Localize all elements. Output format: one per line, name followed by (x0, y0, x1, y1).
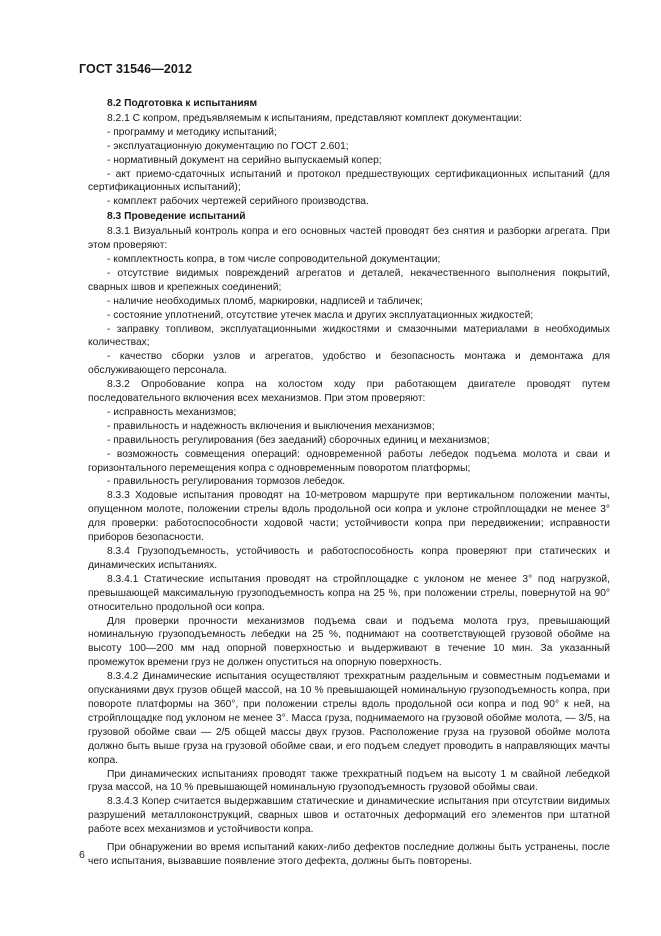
paragraph: - акт приемо-сдаточных испытаний и протокол предшествующих сертификационных испытаний (для сертификационных испытаний); (88, 168, 610, 194)
paragraph: 8.3.3 Ходовые испытания проводят на 10-метровом маршруте при вертикальном положении мачты, опущенном молоте, положении стрелы вдоль продольной оси копра и уклоне стройплощадки не менее 3° для проверки: работоспособности ходовой части; устойчивости копра при передвижении; исправности приборов безопасности. (88, 490, 610, 544)
paragraph: 8.3.1 Визуальный контроль копра и его основных частей проводят без снятия и разборки агрегата. При этом проверяют: (88, 226, 610, 252)
paragraph: - заправку топливом, эксплуатационными жидкостями и смазочными материалами в необходимых количествах; (88, 323, 610, 349)
paragraph: - правильность регулирования (без заеданий) сборочных единиц и механизмов; (107, 434, 490, 446)
section-heading: 8.2 Подготовка к испытаниям (107, 98, 258, 109)
paragraph: - возможность совмещения операций: одновременной работы лебедок подъема молота и сваи и горизонтального перемещения копра с одновременным поворотом платформы; (88, 448, 610, 474)
paragraph: - исправность механизмов; (107, 406, 237, 418)
paragraph: - состояние уплотнений, отсутствие утечек масла и других эксплуатационных жидкостей; (107, 309, 534, 321)
paragraph: 8.3.4.1 Статические испытания проводят на стройплощадке с уклоном не менее 3° под нагрузкой, превышающей максимальную грузоподъемность копра на 25 %, при положении стрелы, повернутой на 90° относительно продольной оси копра. (88, 573, 610, 613)
paragraph: - программу и методику испытаний; (107, 126, 277, 138)
paragraph: 8.3.4.2 Динамические испытания осуществляют трехкратным раздельным и совместным подъемами и опусканиями двух грузов общей массой, на 10 % превышающей номинальную грузоподъемность копра, при повороте платформы на 360°, при положении стрелы вдоль продольной оси копра и под 90° к ней, на стройплощадке под уклоном не менее 3°. Масса груза, поднимаемого на грузовой обойме молота, — 3/5, на грузовой обойме сваи — 2/5 общей массы двух грузов. Расположение груза на грузовой обойме молота должно быть выше груза на грузовой обойме сваи, и его подъем следует проводить в направляющих мачты копра. (88, 671, 610, 766)
document-body (88, 96, 610, 869)
paragraph: - комплект рабочих чертежей серийного производства. (107, 196, 369, 208)
paragraph: При динамических испытаниях проводят также трехкратный подъем на высоту 1 м свайной лебедкой груза массой, на 10 % превышающей номинальную грузоподъемность грузовой обоймы сваи. (88, 768, 610, 794)
paragraph: - правильность регулирования тормозов лебедок. (107, 476, 346, 488)
paragraph: - комплектность копра, в том числе сопроводительной документации; (107, 253, 441, 265)
paragraph: При обнаружении во время испытаний каких-либо дефектов последние должны быть устранены, после чего испытания, вызвавшие появление этого дефекта, должны быть повторены. (88, 842, 610, 867)
paragraph: - эксплуатационную документацию по ГОСТ 2.601; (107, 140, 349, 152)
paragraph: - наличие необходимых пломб, маркировки, надписей и табличек; (107, 295, 423, 307)
paragraph: 8.3.2 Опробование копра на холостом ходу при работающем двигателе проводят путем последовательного включения всех механизмов. При этом проверяют: (88, 379, 610, 405)
paragraph: - отсутствие видимых повреждений агрегатов и деталей, некачественного выполнения покрытий, сварных швов и крепежных соединений; (88, 267, 610, 293)
paragraph: - нормативный документ на серийно выпускаемый копер; (107, 154, 382, 166)
paragraph: 8.2.1 С копром, предъявляемым к испытаниям, представляют комплект документации: (107, 112, 522, 124)
paragraph: - качество сборки узлов и агрегатов, удобство и безопасность монтажа и демонтажа для обслуживающего персонала. (88, 351, 610, 377)
paragraph: Для проверки прочности механизмов подъема сваи и подъема молота груз, превышающий номинальную грузоподъемность лебедки на 25 %, поднимают на соответствующей грузовой обойме на высоту 100—200 мм над опорной поверхностью и выдерживают в течение 10 мин. За указанный промежуток времени груз не должен опуститься на опорную поверхность. (88, 615, 610, 669)
document-header: ГОСТ 31546—2012 (79, 62, 193, 76)
paragraph: 8.3.4.3 Копер считается выдержавшим статические и динамические испытания при отсутствии видимых разрушений металлоконструкций, сварных швов и остаточных деформаций его элементов при штатной работе всех механизмов и устойчивости копра. (88, 796, 610, 836)
section-heading: 8.3 Проведение испытаний (107, 211, 246, 223)
paragraph: - правильность и надежность включения и выключения механизмов; (107, 420, 435, 432)
page-number: 6 (79, 849, 85, 861)
paragraph: 8.3.4 Грузоподъемность, устойчивость и работоспособность копра проверяют при статических и динамических испытаниях. (88, 546, 610, 571)
